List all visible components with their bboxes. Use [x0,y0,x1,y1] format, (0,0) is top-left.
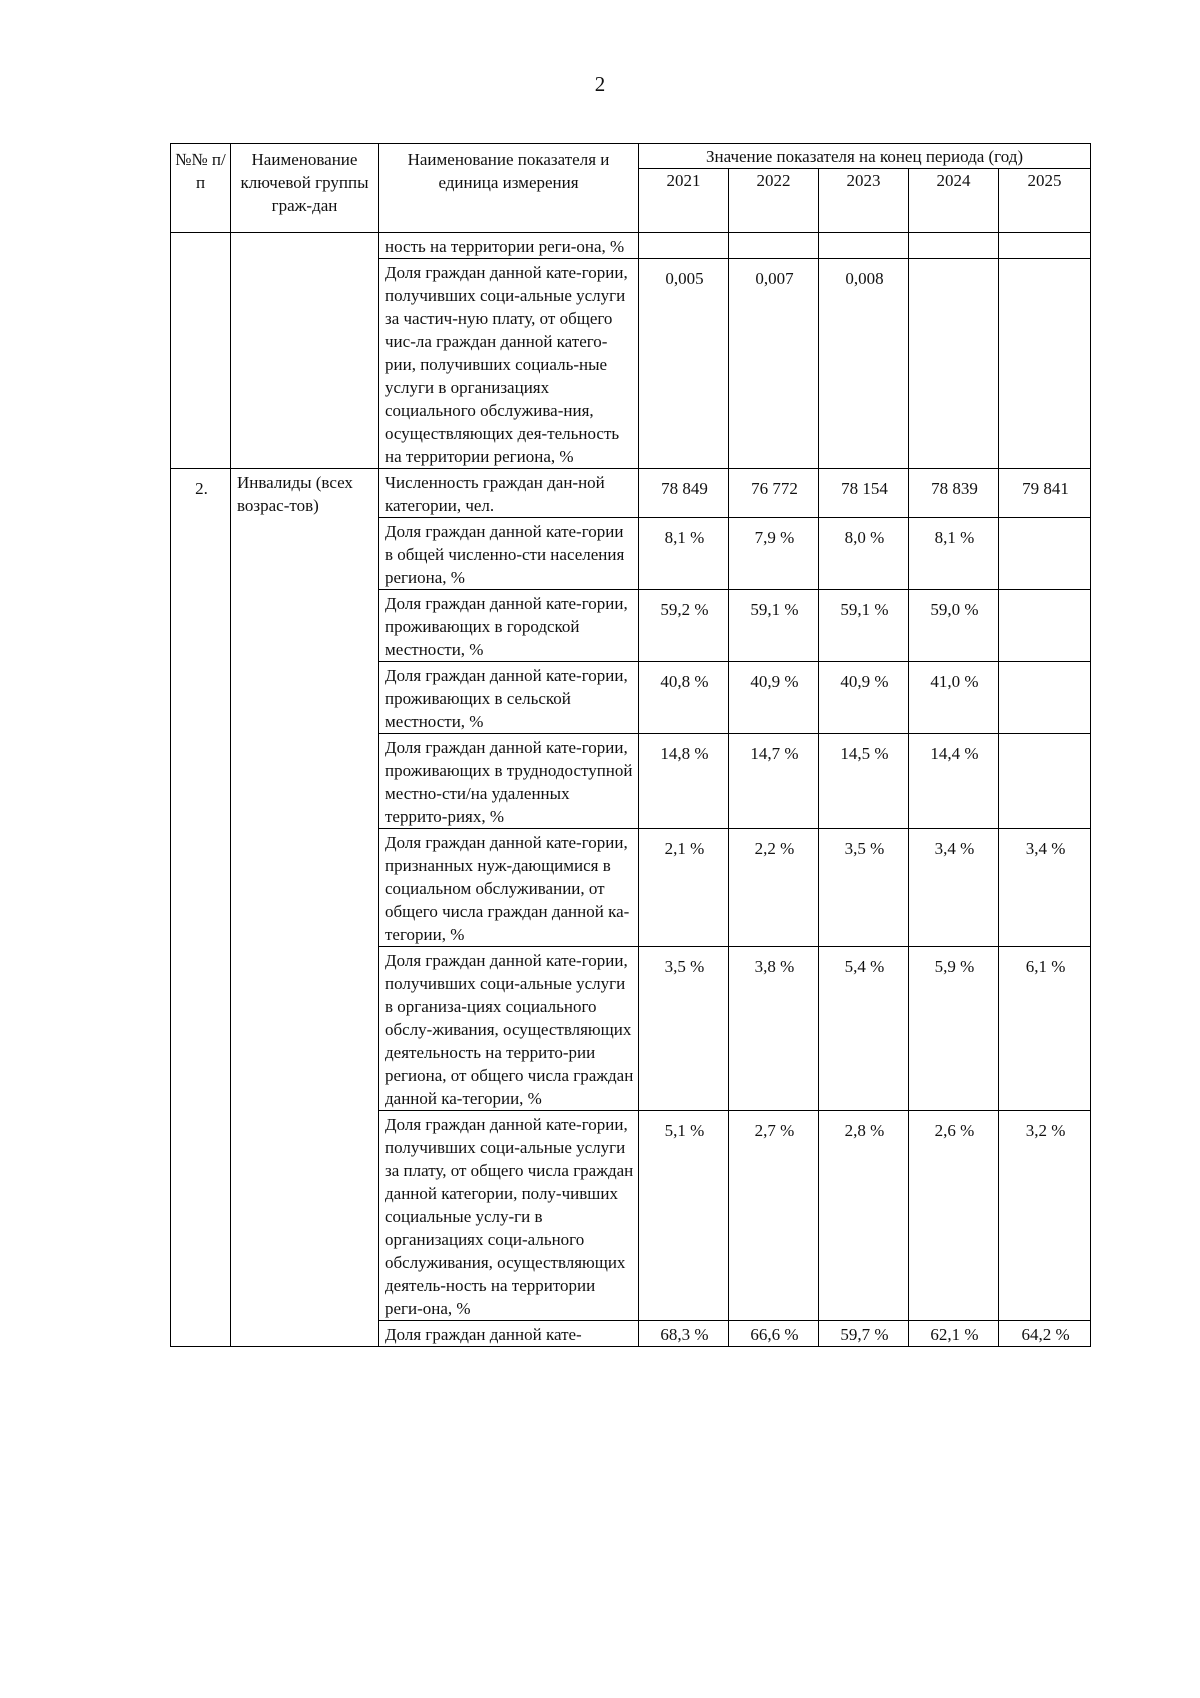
row-indicator: Доля граждан данной кате- [379,1321,639,1347]
table-row [171,233,1091,259]
header-values: Значение показателя на конец периода (год) [639,144,1091,169]
row-value [729,233,819,259]
row-indicator: Доля граждан данной кате-гории, получивших соци-альные услуги за плату, от общего числа граждан данной категории, полу-чивших социальные услу-ги в организациях соци-ального обслуживания, осуществляющих деятель-ность на территории реги-она, % [379,1111,639,1321]
header-year: 2022 [729,169,819,233]
header-year: 2025 [999,169,1091,233]
row-value: 8,1 % [639,518,729,590]
row-value: 68,3 % [639,1321,729,1347]
row-value: 0,007 [729,259,819,469]
row-value: 62,1 % [909,1321,999,1347]
page-number: 2 [594,72,606,96]
row-value: 5,1 % [639,1111,729,1321]
header-year: 2023 [819,169,909,233]
row-value: 5,4 % [819,947,909,1111]
row-value: 14,7 % [729,734,819,829]
row-value [999,259,1091,469]
row-value [639,233,729,259]
row-indicator: Численность граждан дан-ной категории, чел. [379,469,639,518]
row-value: 59,1 % [729,590,819,662]
row-value: 59,2 % [639,590,729,662]
row-value: 2,7 % [729,1111,819,1321]
row-indicator: Доля граждан данной кате-гории, получивших соци-альные услуги за частич-ную плату, от общего чис-ла граждан данной катего-рии, получивших социаль-ные услуги в организациях социального обслужива-ния, осуществляющих дея-тельность на территории региона, % [379,259,639,469]
header-group: Наименование ключевой группы граж-дан [231,144,379,233]
row-value: 14,4 % [909,734,999,829]
row-number [171,233,231,469]
row-value: 66,6 % [729,1321,819,1347]
row-indicator: Доля граждан данной кате-гории, признанных нуж-дающимися в социальном обслуживании, от общего числа граждан данной ка-тегории, % [379,829,639,947]
row-value: 40,8 % [639,662,729,734]
row-value: 2,1 % [639,829,729,947]
row-value [999,518,1091,590]
row-group: Инвалиды (всех возрас-тов) [231,469,379,1347]
row-value: 59,0 % [909,590,999,662]
row-value: 76 772 [729,469,819,518]
row-value: 0,008 [819,259,909,469]
row-value: 3,5 % [639,947,729,1111]
row-indicator: Доля граждан данной кате-гории в общей численно-сти населения региона, % [379,518,639,590]
table-row [171,469,1091,518]
row-value: 59,1 % [819,590,909,662]
row-value: 8,0 % [819,518,909,590]
row-indicator: Доля граждан данной кате-гории, проживающих в сельской местности, % [379,662,639,734]
row-value: 40,9 % [819,662,909,734]
row-value: 6,1 % [999,947,1091,1111]
row-value: 59,7 % [819,1321,909,1347]
row-value: 7,9 % [729,518,819,590]
row-value: 2,6 % [909,1111,999,1321]
row-number: 2. [171,469,231,1347]
row-value [999,734,1091,829]
row-value: 2,2 % [729,829,819,947]
row-value: 3,5 % [819,829,909,947]
row-value [999,590,1091,662]
row-value: 41,0 % [909,662,999,734]
row-value [999,662,1091,734]
row-value: 5,9 % [909,947,999,1111]
row-value: 78 849 [639,469,729,518]
header-year: 2024 [909,169,999,233]
row-value [999,233,1091,259]
row-indicator: Доля граждан данной кате-гории, проживающих в городской местности, % [379,590,639,662]
row-indicator: Доля граждан данной кате-гории, проживающих в труднодоступной местно-сти/на удаленных террито-риях, % [379,734,639,829]
row-indicator: ность на территории реги-она, % [379,233,639,259]
row-value: 3,4 % [909,829,999,947]
row-value: 8,1 % [909,518,999,590]
row-value: 0,005 [639,259,729,469]
row-value: 78 154 [819,469,909,518]
row-group [231,233,379,469]
header-year: 2021 [639,169,729,233]
row-value: 64,2 % [999,1321,1091,1347]
row-value: 78 839 [909,469,999,518]
row-value: 79 841 [999,469,1091,518]
row-value: 3,2 % [999,1111,1091,1321]
header-number: №№ п/п [171,144,231,233]
row-value [909,233,999,259]
row-indicator: Доля граждан данной кате-гории, получивших соци-альные услуги в организа-циях социального обслу-живания, осуществляющих деятельность на террито-рии региона, от общего числа граждан данной ка-тегории, % [379,947,639,1111]
row-value: 14,5 % [819,734,909,829]
header-indicator: Наименование показателя и единица измерения [379,144,639,233]
indicator-table [170,143,1091,1347]
row-value: 3,4 % [999,829,1091,947]
row-value [909,259,999,469]
row-value [819,233,909,259]
row-value: 40,9 % [729,662,819,734]
row-value: 3,8 % [729,947,819,1111]
row-value: 2,8 % [819,1111,909,1321]
row-value: 14,8 % [639,734,729,829]
